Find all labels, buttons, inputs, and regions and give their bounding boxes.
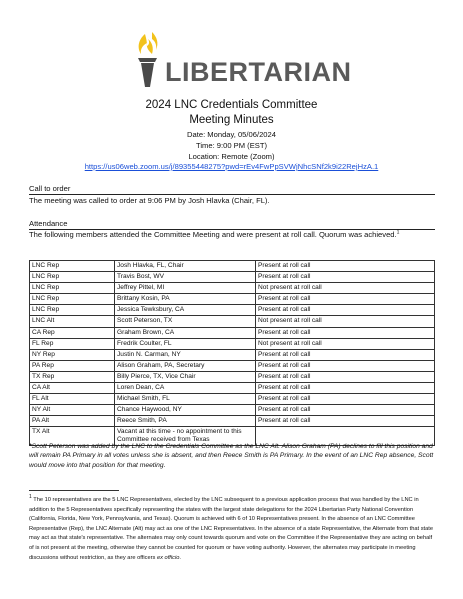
footnote-end: . (179, 554, 181, 561)
table-row (30, 349, 435, 360)
status-cell: Present at roll call (256, 327, 435, 338)
member-cell: Josh Hlavka, FL, Chair (115, 261, 256, 272)
table-row (30, 316, 435, 327)
member-cell: Travis Bost, WV (115, 272, 256, 283)
role-cell: TX Rep (30, 371, 115, 382)
footnote-marker: 1 (29, 494, 32, 501)
member-cell: Reece Smith, PA (115, 416, 256, 427)
status-cell: Present at roll call (256, 305, 435, 316)
table-row (30, 383, 435, 394)
meeting-date: Date: Monday, 05/06/2024 (187, 130, 276, 139)
logo-wordmark: LIBERTARIAN (165, 57, 352, 87)
table-row (30, 272, 435, 283)
role-cell: CA Alt (30, 383, 115, 394)
footnote-divider (29, 490, 119, 491)
role-cell: CA Rep (30, 327, 115, 338)
member-cell: Jeffrey Pittel, MI (115, 283, 256, 294)
table-row (30, 305, 435, 316)
status-cell: Present at roll call (256, 405, 435, 416)
role-cell: FL Alt (30, 394, 115, 405)
footnote (29, 496, 435, 563)
meeting-location: Location: Remote (Zoom) (188, 152, 275, 161)
status-cell: Present at roll call (256, 360, 435, 371)
meeting-time: Time: 9:00 PM (EST) (195, 141, 268, 150)
role-cell: PA Rep (30, 360, 115, 371)
table-row (30, 294, 435, 305)
attendance-text-body: The following members attended the Committee Meeting and were present at roll call. Quorum was achieved. (29, 230, 397, 239)
role-cell: TX Alt (30, 427, 115, 446)
document-subtitle: Meeting Minutes (189, 114, 274, 126)
document-title: 2024 LNC Credentials Committee (145, 99, 318, 111)
note-asterisk: * (29, 443, 32, 450)
member-cell: Loren Dean, CA (115, 383, 256, 394)
zoom-link[interactable]: https://us06web.zoom.us/j/89355448275?pwd=rEv4FwPpSVWjNhcSNf2k9i22RejHzA.1 (84, 162, 379, 171)
footnote-text: The 10 representatives are the 5 LNC Representatives, elected by the LNC subsequent to a previous application process that was handled by the LNC in addition to the 5 Representatives specifically representing the states with the largest state delegations for the 2024 Libertarian Party National Convention (California, Florida, New York, Pennsylvania, and Texas). Quorum is achieved with 6 of 10 Representatives present. In the absence of an LNC Committee Representative (Rep), the LNC Alternate (Alt) may act as one of the LNC Representatives. In the absence of a state Representative, the Alternate from that state may act as that state's representative. The alternates may only count towards quorum and vote on the Committee if the Representative they are acting on behalf of is not present at the meeting, otherwise they cannot be counted for quorum or have voting authority. However, the alternates may participate in meeting discussions without restriction, as they are officers (29, 497, 434, 561)
role-cell: PA Alt (30, 416, 115, 427)
member-cell: Chance Haywood, NY (115, 405, 256, 416)
member-cell: Justin N. Carman, NY (115, 349, 256, 360)
status-cell: Present at roll call (256, 294, 435, 305)
member-cell: Jessica Tewksbury, CA (115, 305, 256, 316)
member-cell: Graham Brown, CA (115, 327, 256, 338)
role-cell: NY Alt (30, 405, 115, 416)
role-cell: FL Rep (30, 338, 115, 349)
call-to-order-text: The meeting was called to order at 9:06 PM by Josh Hlavka (Chair, FL). (29, 196, 270, 205)
status-cell: Present at roll call (256, 261, 435, 272)
member-cell: Michael Smith, FL (115, 394, 256, 405)
torch-icon (128, 30, 168, 92)
status-cell: Present at roll call (256, 349, 435, 360)
alt-note (29, 442, 435, 470)
status-cell: Present at roll call (256, 394, 435, 405)
status-cell: Present at roll call (256, 383, 435, 394)
role-cell: LNC Alt (30, 316, 115, 327)
member-cell: Alison Graham, PA, Secretary (115, 360, 256, 371)
attendance-table (29, 260, 435, 446)
attendance-text (29, 230, 435, 240)
attendance-heading: Attendance (29, 219, 435, 230)
note-text: Scott Peterson was added by the LNC to the Credentials Committee as the LNC Alt. Alison Graham (PA) declines to fill this position and will remain PA Primary in all votes unless she is absent, and then Reece Smith is PA Primary. In the event of an LNC Rep absence, Scott would move into that position for that meeting. (29, 443, 434, 469)
table-row (30, 261, 435, 272)
table-row (30, 338, 435, 349)
member-cell: Brittany Kosin, PA (115, 294, 256, 305)
member-cell: Vacant at this time - no appointment to this Committee received from Texas (115, 427, 256, 446)
role-cell: NY Rep (30, 349, 115, 360)
libertarian-logo (128, 30, 352, 90)
member-cell: Billy Pierce, TX, Vice Chair (115, 371, 256, 382)
role-cell: LNC Rep (30, 305, 115, 316)
status-cell: Not present at roll call (256, 283, 435, 294)
table-row (30, 405, 435, 416)
footnote-ex-officio: ex officio (156, 554, 180, 561)
table-row (30, 283, 435, 294)
status-cell: Not present at roll call (256, 338, 435, 349)
role-cell: LNC Rep (30, 261, 115, 272)
status-cell: Present at roll call (256, 371, 435, 382)
role-cell: LNC Rep (30, 294, 115, 305)
member-cell: Scott Peterson, TX (115, 316, 256, 327)
call-to-order-heading: Call to order (29, 184, 435, 195)
table-row (30, 360, 435, 371)
role-cell: LNC Rep (30, 272, 115, 283)
table-row (30, 394, 435, 405)
member-cell: Fredrik Coulter, FL (115, 338, 256, 349)
role-cell: LNC Rep (30, 283, 115, 294)
status-cell: Present at roll call (256, 272, 435, 283)
status-cell: Present at roll call (256, 416, 435, 427)
table-row (30, 327, 435, 338)
table-row (30, 371, 435, 382)
table-row (30, 416, 435, 427)
footnote-ref[interactable]: 1 (396, 229, 400, 236)
status-cell: Not present at roll call (256, 316, 435, 327)
